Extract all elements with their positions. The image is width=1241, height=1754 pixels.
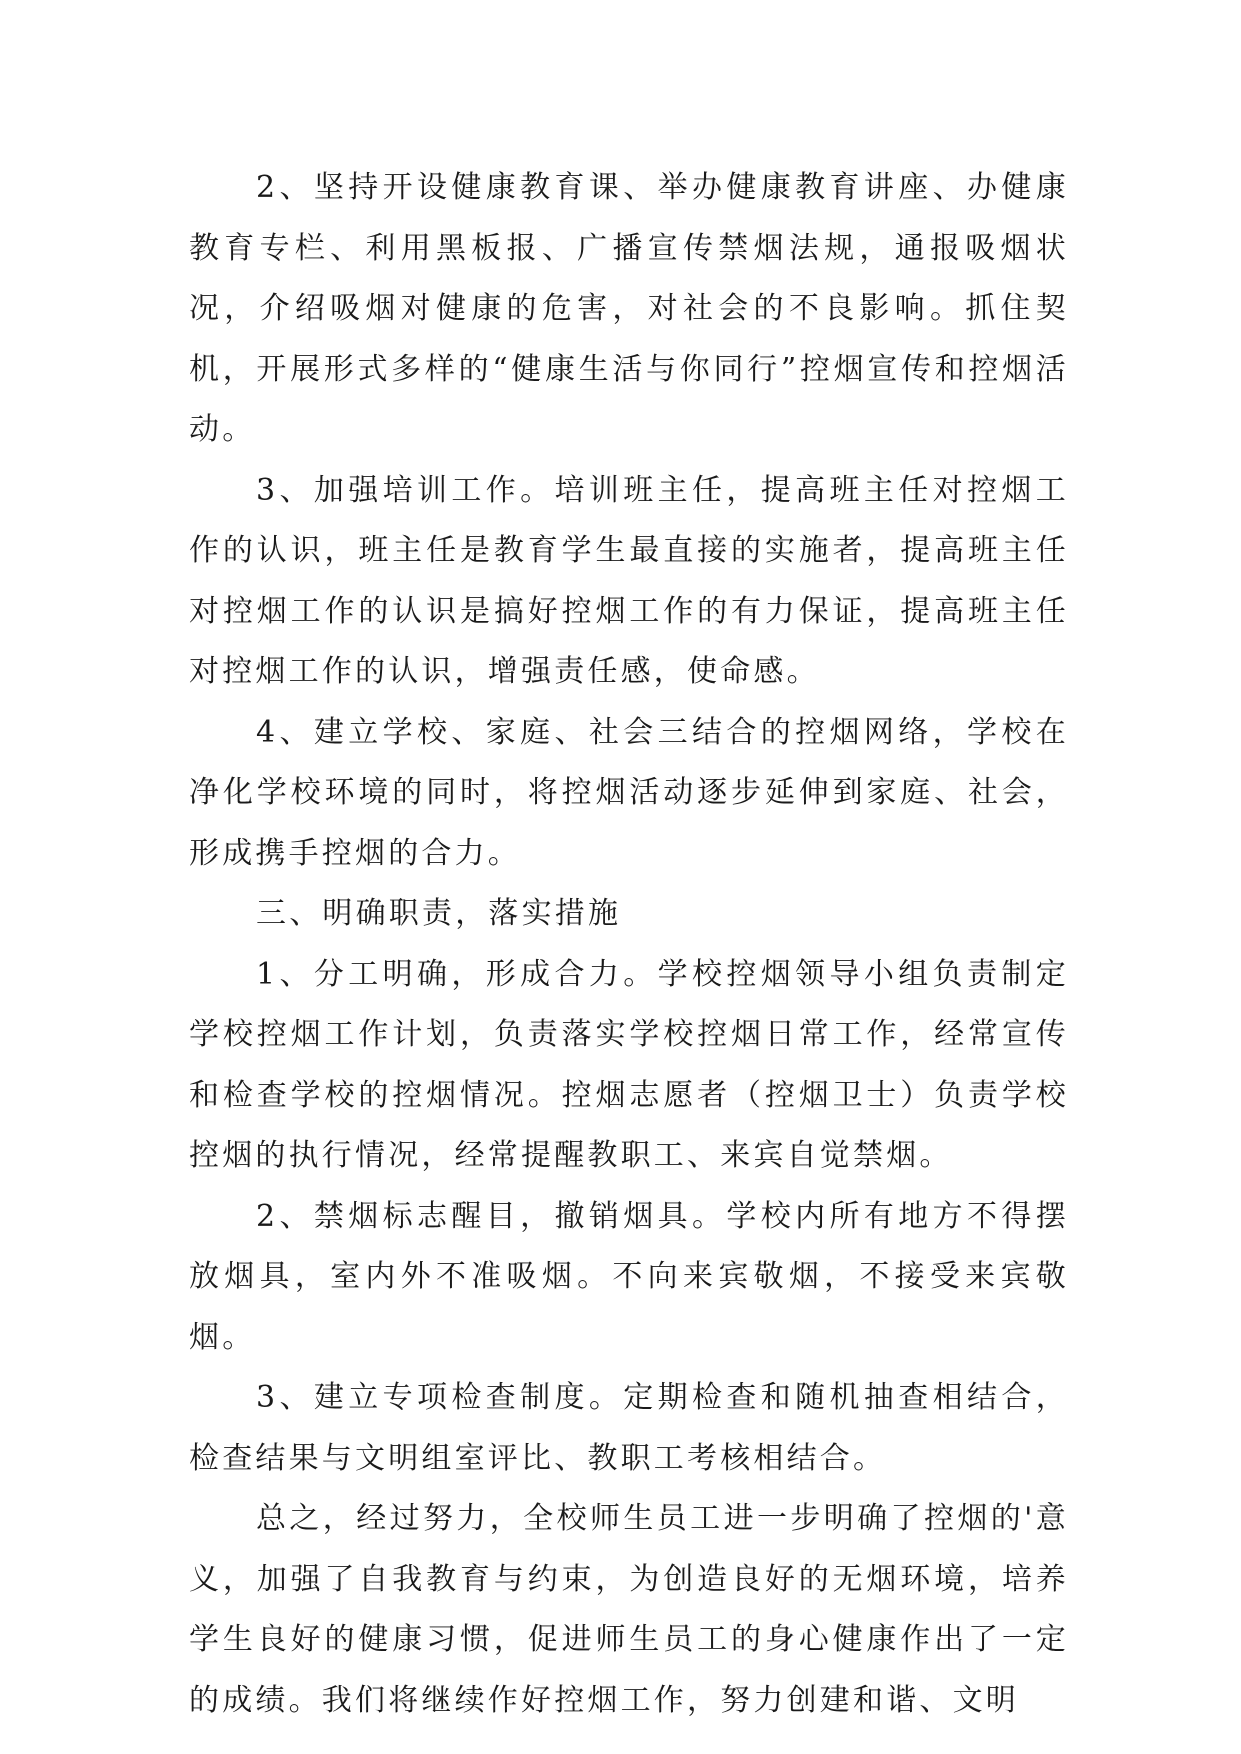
paragraph-summary: 总之，经过努力，全校师生员工进一步明确了控烟的'意义，加强了自我教育与约束，为创造良好的无烟环境，培养学生良好的健康习惯，促进师生员工的身心健康作出了一定的成绩。我们将继续作好控烟工作，努力创建和谐、文明 [189, 1501, 1069, 1718]
paragraph-division-of-labor: 1、分工明确，形成合力。学校控烟领导小组负责制定学校控烟工作计划，负责落实学校控烟日常工作，经常宣传和检查学校的控烟情况。控烟志愿者（控烟卫士）负责学校控烟的执行情况，经常提醒教职工、来宾自觉禁烟。 [189, 956, 1069, 1173]
paragraph-inspection: 3、建立专项检查制度。定期检查和随机抽查相结合，检查结果与文明组室评比、教职工考核相结合。 [189, 1380, 1069, 1476]
document-body [189, 158, 1069, 1731]
paragraph-health-education: 2、坚持开设健康教育课、举办健康教育讲座、办健康教育专栏、利用黑板报、广播宣传禁烟法规，通报吸烟状况，介绍吸烟对健康的危害，对社会的不良影响。抓住契机，开展形式多样的“健康生活与你同行”控烟宣传和控烟活动。 [189, 170, 1069, 447]
paragraph-no-smoking-signs: 2、禁烟标志醒目，撤销烟具。学校内所有地方不得摆放烟具，室内外不准吸烟。不向来宾敬烟，不接受来宾敬烟。 [189, 1198, 1069, 1355]
section-heading: 三、明确职责，落实措施 [256, 896, 622, 931]
paragraph-training: 3、加强培训工作。培训班主任，提高班主任对控烟工作的认识，班主任是教育学生最直接的实施者，提高班主任对控烟工作的认识是搞好控烟工作的有力保证，提高班主任对控烟工作的认识，增强责任感，使命感。 [189, 472, 1069, 689]
paragraph-network: 4、建立学校、家庭、社会三结合的控烟网络，学校在净化学校环境的同时，将控烟活动逐步延伸到家庭、社会，形成携手控烟的合力。 [189, 714, 1069, 871]
